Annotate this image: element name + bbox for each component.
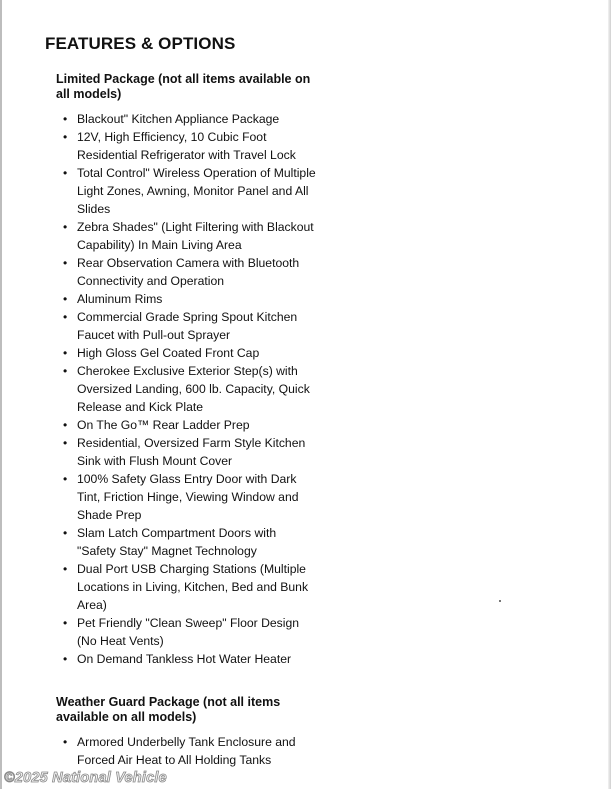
feature-item: • Rear Observation Camera with Bluetooth Connectivity and Operation	[56, 254, 316, 290]
feature-list	[56, 110, 316, 668]
package-heading: Limited Package (not all items available on all models)	[56, 72, 311, 101]
page-left-border	[0, 0, 2, 789]
feature-item: • On The Go™ Rear Ladder Prep	[56, 416, 316, 434]
feature-item: • Blackout" Kitchen Appliance Package	[56, 110, 316, 128]
feature-item: • 100% Safety Glass Entry Door with Dark Tint, Friction Hinge, Viewing Window and Shade Prep	[56, 470, 316, 524]
feature-item: • 12V, High Efficiency, 10 Cubic Foot Residential Refrigerator with Travel Lock	[56, 128, 316, 164]
feature-item: • Slam Latch Compartment Doors with "Safety Stay" Magnet Technology	[56, 524, 316, 560]
feature-item: • Aluminum Rims	[56, 290, 316, 308]
feature-item: • Pet Friendly "Clean Sweep" Floor Design (No Heat Vents)	[56, 614, 316, 650]
feature-list	[56, 733, 316, 769]
feature-item: • Dual Port USB Charging Stations (Multiple Locations in Living, Kitchen, Bed and Bunk Area)	[56, 560, 316, 614]
weather-guard-package-section	[56, 695, 316, 769]
limited-package-section	[56, 72, 316, 668]
feature-item: • Commercial Grade Spring Spout Kitchen Faucet with Pull-out Sprayer	[56, 308, 316, 344]
copyright-watermark: ©2025 National Vehicle	[4, 770, 167, 786]
feature-item: • Residential, Oversized Farm Style Kitchen Sink with Flush Mount Cover	[56, 434, 316, 470]
feature-item: • High Gloss Gel Coated Front Cap	[56, 344, 316, 362]
feature-item: • Armored Underbelly Tank Enclosure and Forced Air Heat to All Holding Tanks	[56, 733, 316, 769]
page-title: FEATURES & OPTIONS	[45, 34, 236, 53]
feature-item: • On Demand Tankless Hot Water Heater	[56, 650, 316, 668]
package-heading: Weather Guard Package (not all items available on all models)	[56, 695, 281, 724]
feature-item: • Zebra Shades" (Light Filtering with Blackout Capability) In Main Living Area	[56, 218, 316, 254]
feature-item: • Cherokee Exclusive Exterior Step(s) with Oversized Landing, 600 lb. Capacity, Quick Release and Kick Plate	[56, 362, 316, 416]
feature-item: • Total Control" Wireless Operation of Multiple Light Zones, Awning, Monitor Panel and All Slides	[56, 164, 316, 218]
stray-dot	[499, 600, 501, 602]
